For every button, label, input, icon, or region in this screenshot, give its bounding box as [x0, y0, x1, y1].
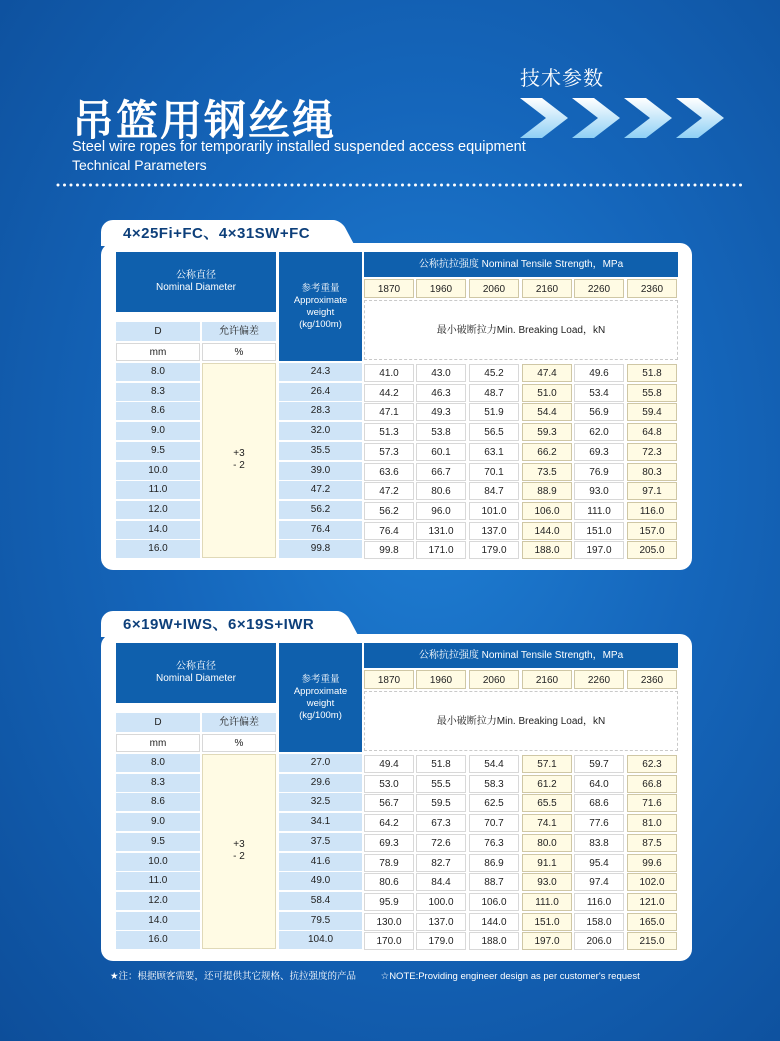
weight-cell: 32.0	[279, 422, 362, 440]
weight-cell: 28.3	[279, 402, 362, 420]
breaking-load-cell: 72.6	[416, 834, 466, 852]
table-title-tab: 6×19W+IWS、6×19S+IWR	[101, 611, 338, 637]
breaking-load-cell: 116.0	[627, 502, 677, 520]
breaking-load-cell: 93.0	[574, 482, 624, 500]
breaking-load-cell: 55.8	[627, 384, 677, 402]
breaking-load-cell: 67.3	[416, 814, 466, 832]
breaking-load-cell: 51.8	[416, 755, 466, 773]
weight-cell: 32.5	[279, 793, 362, 811]
tensile-strength-header: 公称抗拉强度 Nominal Tensile Strength，MPa	[364, 643, 678, 668]
breaking-load-cell: 130.0	[364, 913, 414, 931]
breaking-load-cell: 144.0	[522, 522, 572, 540]
diameter-cell: 9.5	[116, 442, 200, 460]
breaking-load-cell: 137.0	[469, 522, 519, 540]
nominal-diameter-cn: 公称直径	[176, 270, 216, 281]
tolerance-value	[202, 754, 276, 949]
breaking-load-cell: 91.1	[522, 854, 572, 872]
breaking-load-cell: 81.0	[627, 814, 677, 832]
tensile-strength-header: 公称抗拉强度 Nominal Tensile Strength，MPa	[364, 252, 678, 277]
breaking-load-cell: 101.0	[469, 502, 519, 520]
breaking-load-cell: 54.4	[522, 403, 572, 421]
footnote-cn: ★注：根据顾客需要，还可提供其它规格、抗拉强度的产品	[110, 971, 357, 982]
strength-label: 2060	[469, 670, 519, 689]
diameter-cell: 12.0	[116, 501, 200, 519]
breaking-load-cell: 57.1	[522, 755, 572, 773]
breaking-load-cell: 97.4	[574, 873, 624, 891]
breaking-load-cell: 70.7	[469, 814, 519, 832]
tolerance-minus: - 2	[233, 850, 245, 862]
breaking-load-cell: 64.0	[574, 775, 624, 793]
diameter-cell: 8.3	[116, 383, 200, 401]
table-title-tab: 4×25Fi+FC、4×31SW+FC	[101, 220, 334, 246]
breaking-load-cell: 62.3	[627, 755, 677, 773]
footnote	[110, 968, 662, 982]
breaking-load-cell: 76.9	[574, 463, 624, 481]
diameter-cell: 9.0	[116, 422, 200, 440]
weight-header	[279, 643, 362, 752]
nominal-diameter-cn: 公称直径	[176, 661, 216, 672]
page-title-english: Steel wire ropes for temporarily installed suspended access equipment	[72, 139, 526, 155]
breaking-load-cell: 106.0	[522, 502, 572, 520]
breaking-load-cell: 66.2	[522, 443, 572, 461]
weight-cn: 参考重量	[301, 674, 340, 685]
strength-label: 1870	[364, 670, 414, 689]
breaking-load-cell: 49.6	[574, 364, 624, 382]
breaking-load-cell: 96.0	[416, 502, 466, 520]
strength-label: 1960	[416, 279, 466, 298]
breaking-load-cell: 62.0	[574, 423, 624, 441]
breaking-load-cell: 51.3	[364, 423, 414, 441]
diameter-cell: 16.0	[116, 931, 200, 949]
diameter-cell: 11.0	[116, 872, 200, 890]
tech-params-label: 技术参数	[520, 68, 604, 90]
breaking-load-cell: 86.9	[469, 854, 519, 872]
breaking-load-cell: 49.4	[364, 755, 414, 773]
breaking-load-cell: 205.0	[627, 541, 677, 559]
nominal-diameter-header	[116, 643, 276, 703]
breaking-load-cell: 55.5	[416, 775, 466, 793]
diameter-cell: 10.0	[116, 853, 200, 871]
breaking-load-cell: 74.1	[522, 814, 572, 832]
diameter-cell: 8.6	[116, 402, 200, 420]
breaking-load-cell: 78.9	[364, 854, 414, 872]
weight-cell: 79.5	[279, 912, 362, 930]
breaking-load-cell: 59.3	[522, 423, 572, 441]
weight-cell: 56.2	[279, 501, 362, 519]
breaking-load-cell: 69.3	[574, 443, 624, 461]
weight-header	[279, 252, 362, 361]
breaking-load-cell: 43.0	[416, 364, 466, 382]
strength-label: 2260	[574, 279, 624, 298]
diameter-cell: 8.3	[116, 774, 200, 792]
diameter-cell: 8.0	[116, 754, 200, 772]
strength-label: 2060	[469, 279, 519, 298]
d-label: D	[116, 322, 200, 341]
breaking-load-cell: 66.7	[416, 463, 466, 481]
breaking-load-cell: 144.0	[469, 913, 519, 931]
breaking-load-cell: 60.1	[416, 443, 466, 461]
page-title: 吊篮用钢丝绳	[72, 96, 337, 145]
breaking-load-cell: 46.3	[416, 384, 466, 402]
weight-cell: 76.4	[279, 521, 362, 539]
breaking-load-cell: 63.1	[469, 443, 519, 461]
tolerance-value	[202, 363, 276, 558]
breaking-load-cell: 97.1	[627, 482, 677, 500]
breaking-load-cell: 88.7	[469, 873, 519, 891]
diameter-cell: 10.0	[116, 462, 200, 480]
breaking-load-cell: 131.0	[416, 522, 466, 540]
breaking-load-cell: 76.4	[364, 522, 414, 540]
strength-label: 2160	[522, 670, 572, 689]
page-subtitle: Technical Parameters	[72, 157, 207, 173]
breaking-load-cell: 80.6	[364, 873, 414, 891]
breaking-load-cell: 99.8	[364, 541, 414, 559]
breaking-load-cell: 56.7	[364, 794, 414, 812]
breaking-load-cell: 99.6	[627, 854, 677, 872]
weight-cell: 104.0	[279, 931, 362, 949]
strength-label: 2360	[627, 670, 677, 689]
tolerance-plus: +3	[233, 838, 245, 850]
breaking-load-cell: 47.4	[522, 364, 572, 382]
breaking-load-cell: 64.2	[364, 814, 414, 832]
breaking-load-cell: 61.2	[522, 775, 572, 793]
weight-en: Approximate weight	[293, 295, 348, 318]
strength-label: 1960	[416, 670, 466, 689]
breaking-load-cell: 53.0	[364, 775, 414, 793]
breaking-load-cell: 68.6	[574, 794, 624, 812]
breaking-load-cell: 121.0	[627, 893, 677, 911]
breaking-load-cell: 188.0	[469, 932, 519, 950]
tolerance-plus: +3	[233, 447, 245, 459]
tolerance-label: 允许偏差	[202, 713, 276, 732]
tolerance-label: 允许偏差	[202, 322, 276, 341]
diameter-cell: 8.0	[116, 363, 200, 381]
breaking-load-label: 最小破断拉力Min. Breaking Load，kN	[364, 691, 678, 751]
strength-label: 2360	[627, 279, 677, 298]
breaking-load-cell: 59.5	[416, 794, 466, 812]
breaking-load-cell: 73.5	[522, 463, 572, 481]
breaking-load-cell: 106.0	[469, 893, 519, 911]
tolerance-unit: %	[202, 343, 276, 361]
breaking-load-cell: 93.0	[522, 873, 572, 891]
breaking-load-cell: 197.0	[574, 541, 624, 559]
diameter-cell: 16.0	[116, 540, 200, 558]
breaking-load-cell: 66.8	[627, 775, 677, 793]
weight-cell: 41.6	[279, 853, 362, 871]
breaking-load-cell: 151.0	[574, 522, 624, 540]
weight-cell: 34.1	[279, 813, 362, 831]
breaking-load-cell: 56.2	[364, 502, 414, 520]
breaking-load-cell: 206.0	[574, 932, 624, 950]
nominal-diameter-en: Nominal Diameter	[155, 282, 237, 293]
breaking-load-cell: 165.0	[627, 913, 677, 931]
weight-unit: (kg/100m)	[299, 319, 342, 330]
breaking-load-cell: 57.3	[364, 443, 414, 461]
diameter-cell: 11.0	[116, 481, 200, 499]
diameter-cell: 14.0	[116, 521, 200, 539]
breaking-load-cell: 49.3	[416, 403, 466, 421]
breaking-load-cell: 157.0	[627, 522, 677, 540]
nominal-diameter-header	[116, 252, 276, 312]
breaking-load-cell: 179.0	[416, 932, 466, 950]
breaking-load-cell: 63.6	[364, 463, 414, 481]
weight-cell: 49.0	[279, 872, 362, 890]
breaking-load-cell: 88.9	[522, 482, 572, 500]
breaking-load-cell: 87.5	[627, 834, 677, 852]
breaking-load-cell: 71.6	[627, 794, 677, 812]
diameter-cell: 8.6	[116, 793, 200, 811]
breaking-load-cell: 170.0	[364, 932, 414, 950]
breaking-load-cell: 80.6	[416, 482, 466, 500]
breaking-load-label: 最小破断拉力Min. Breaking Load，kN	[364, 300, 678, 360]
breaking-load-cell: 56.9	[574, 403, 624, 421]
breaking-load-cell: 44.2	[364, 384, 414, 402]
breaking-load-cell: 80.0	[522, 834, 572, 852]
breaking-load-cell: 47.2	[364, 482, 414, 500]
breaking-load-cell: 95.4	[574, 854, 624, 872]
tolerance-minus: - 2	[233, 459, 245, 471]
breaking-load-cell: 111.0	[574, 502, 624, 520]
weight-cell: 27.0	[279, 754, 362, 772]
breaking-load-cell: 62.5	[469, 794, 519, 812]
weight-cell: 39.0	[279, 462, 362, 480]
breaking-load-cell: 51.0	[522, 384, 572, 402]
weight-cell: 99.8	[279, 540, 362, 558]
breaking-load-cell: 51.8	[627, 364, 677, 382]
weight-cell: 35.5	[279, 442, 362, 460]
d-label: D	[116, 713, 200, 732]
breaking-load-cell: 56.5	[469, 423, 519, 441]
breaking-load-cell: 102.0	[627, 873, 677, 891]
breaking-load-cell: 83.8	[574, 834, 624, 852]
breaking-load-cell: 137.0	[416, 913, 466, 931]
breaking-load-cell: 76.3	[469, 834, 519, 852]
strength-label: 1870	[364, 279, 414, 298]
breaking-load-cell: 41.0	[364, 364, 414, 382]
weight-cell: 29.6	[279, 774, 362, 792]
breaking-load-cell: 95.9	[364, 893, 414, 911]
breaking-load-cell: 171.0	[416, 541, 466, 559]
weight-cell: 47.2	[279, 481, 362, 499]
weight-cn: 参考重量	[301, 283, 340, 294]
diameter-cell: 12.0	[116, 892, 200, 910]
breaking-load-cell: 69.3	[364, 834, 414, 852]
breaking-load-cell: 58.3	[469, 775, 519, 793]
diameter-cell: 9.0	[116, 813, 200, 831]
breaking-load-cell: 111.0	[522, 893, 572, 911]
breaking-load-cell: 72.3	[627, 443, 677, 461]
weight-cell: 58.4	[279, 892, 362, 910]
breaking-load-cell: 59.4	[627, 403, 677, 421]
breaking-load-cell: 70.1	[469, 463, 519, 481]
breaking-load-cell: 100.0	[416, 893, 466, 911]
breaking-load-cell: 84.4	[416, 873, 466, 891]
footnote-en: ☆NOTE:Providing engineer design as per customer's request	[380, 971, 640, 982]
tolerance-unit: %	[202, 734, 276, 752]
weight-en: Approximate weight	[293, 686, 348, 709]
weight-cell: 37.5	[279, 833, 362, 851]
strength-label: 2260	[574, 670, 624, 689]
chevron-arrows-icon	[520, 96, 730, 140]
breaking-load-cell: 65.5	[522, 794, 572, 812]
diameter-cell: 9.5	[116, 833, 200, 851]
breaking-load-cell: 151.0	[522, 913, 572, 931]
breaking-load-cell: 45.2	[469, 364, 519, 382]
breaking-load-cell: 64.8	[627, 423, 677, 441]
d-unit: mm	[116, 734, 200, 752]
nominal-diameter-en: Nominal Diameter	[155, 673, 237, 684]
breaking-load-cell: 54.4	[469, 755, 519, 773]
breaking-load-cell: 215.0	[627, 932, 677, 950]
breaking-load-cell: 82.7	[416, 854, 466, 872]
breaking-load-cell: 84.7	[469, 482, 519, 500]
breaking-load-cell: 47.1	[364, 403, 414, 421]
breaking-load-cell: 80.3	[627, 463, 677, 481]
weight-cell: 26.4	[279, 383, 362, 401]
weight-cell: 24.3	[279, 363, 362, 381]
breaking-load-cell: 179.0	[469, 541, 519, 559]
dotted-divider	[56, 182, 746, 188]
breaking-load-cell: 53.4	[574, 384, 624, 402]
weight-unit: (kg/100m)	[299, 710, 342, 721]
breaking-load-cell: 188.0	[522, 541, 572, 559]
breaking-load-cell: 77.6	[574, 814, 624, 832]
diameter-cell: 14.0	[116, 912, 200, 930]
breaking-load-cell: 158.0	[574, 913, 624, 931]
breaking-load-cell: 53.8	[416, 423, 466, 441]
breaking-load-cell: 51.9	[469, 403, 519, 421]
breaking-load-cell: 197.0	[522, 932, 572, 950]
breaking-load-cell: 59.7	[574, 755, 624, 773]
breaking-load-cell: 48.7	[469, 384, 519, 402]
d-unit: mm	[116, 343, 200, 361]
breaking-load-cell: 116.0	[574, 893, 624, 911]
strength-label: 2160	[522, 279, 572, 298]
